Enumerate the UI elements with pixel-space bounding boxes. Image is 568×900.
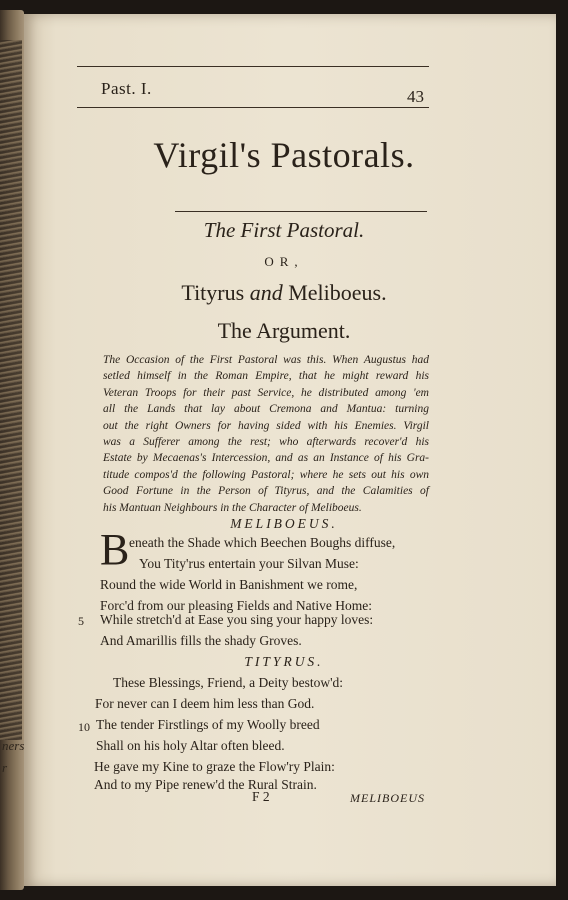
or-text: OR, [264,254,304,269]
argument-line: was a Sufferer among the rest; who afterwards recover'd his [103,436,429,449]
speaker-heading: TITYRUS. [244,654,324,669]
argument-line: out the right Owners for having sided with his Enemies. Virgil [103,419,429,432]
running-head: Past. I. [101,79,152,98]
title-rule [175,211,427,212]
argument-line: all the Lands that lay about Cremona and Mantua: turning [103,403,429,416]
facing-page-text-fragment: r [2,760,8,775]
pastoral-title: The First Pastoral. [203,218,365,242]
page-title: Virgil's Pastorals. [153,135,415,175]
argument-line: Good Fortune in the Person of Tityrus, and the Calamities of [103,485,429,498]
verse-line: The tender Firstlings of my Woolly breed [96,717,320,732]
verse-line: These Blessings, Friend, a Deity bestow'd: [113,675,344,690]
page-number: 43 [407,87,424,106]
signature-mark: F 2 [252,789,270,804]
argument-line: titude compos'd the following Pastoral; where he sets out his own [103,468,429,481]
argument-line: Estate by Mecaenas's Intercession, and as an Instance of his Gra- [103,452,429,465]
argument-line: Veteran Troops for their past Service, he distributed among 'em [103,386,429,399]
argument-heading: The Argument. [217,318,351,343]
verse-line: eneath the Shade which Beechen Boughs diffuse, [129,535,396,550]
argument-text [103,352,429,516]
verse-line: Shall on his holy Altar often bleed. [96,738,285,753]
verse-line: While stretch'd at Ease you sing your happy loves: [100,612,374,627]
verse-line: Forc'd from our pleasing Fields and Native Home: [100,598,373,613]
drop-cap: B [100,525,130,574]
line-number: 5 [78,614,84,628]
verse-line: You Tity'rus entertain your Silvan Muse: [139,556,359,571]
persons-title: Tityrus and Meliboeus. [181,280,387,305]
verse-line: And Amarillis fills the shady Groves. [100,633,302,648]
verse-line: He gave my Kine to graze the Flow'ry Plain: [94,759,335,774]
verse-line: Round the wide World in Banishment we rome, [100,577,358,592]
verse-line: For never can I deem him less than God. [95,696,315,711]
catchword: MELIBOEUS [350,791,425,805]
argument-line: setled himself in the Roman Empire, that he might reward his [103,370,429,383]
speaker-heading: MELIBOEUS. [230,516,338,531]
verse-line: And to my Pipe renew'd the Rural Strain. [94,777,317,792]
line-number: 10 [78,720,90,734]
facing-page-text-fragment: ners [2,738,25,753]
argument-line: his Mantuan Neighbours in the Character of Meliboeus. [103,501,362,514]
argument-line: The Occasion of the First Pastoral was this. When Augustus had [103,354,429,366]
